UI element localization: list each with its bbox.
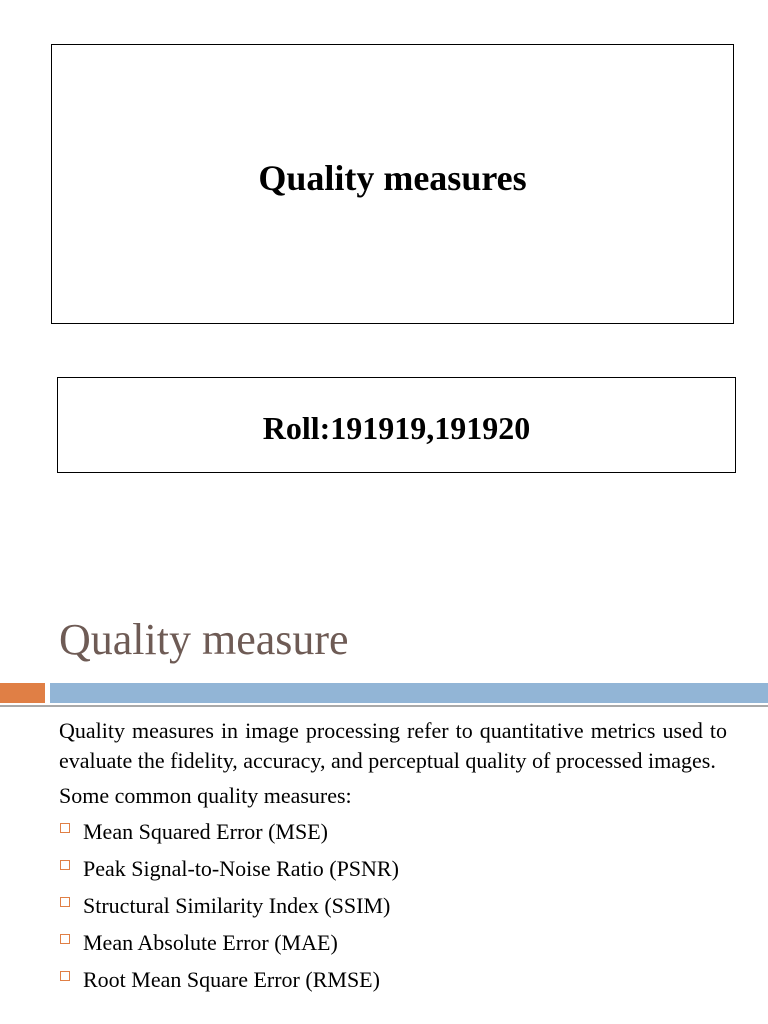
square-bullet-icon: [60, 897, 70, 907]
accent-bar-blue: [50, 683, 768, 703]
list-item-label: Peak Signal-to-Noise Ratio (PSNR): [83, 855, 399, 881]
list-item-label: Mean Absolute Error (MAE): [83, 929, 338, 955]
list-item: [59, 887, 727, 924]
measures-list: [59, 813, 727, 998]
list-item: [59, 924, 727, 961]
roll-box: [57, 377, 736, 473]
intro-paragraph: Quality measures in image processing refer to quantitative metrics used to evaluate the fidelity, accuracy, and perceptual quality of processed images.: [59, 718, 727, 773]
accent-bar-orange: [0, 683, 45, 703]
list-lead: Some common quality measures:: [59, 783, 352, 808]
list-item-label: Mean Squared Error (MSE): [83, 818, 328, 844]
list-item: [59, 813, 727, 850]
list-item: [59, 961, 727, 998]
square-bullet-icon: [60, 823, 70, 833]
divider-line: [0, 705, 768, 707]
square-bullet-icon: [60, 971, 70, 981]
list-item-label: Structural Similarity Index (SSIM): [83, 892, 391, 918]
square-bullet-icon: [60, 934, 70, 944]
roll-numbers: Roll:191919,191920: [262, 409, 531, 446]
list-item-label: Root Mean Square Error (RMSE): [83, 966, 380, 992]
slide-title: Quality measure: [59, 615, 349, 664]
slide-body: [59, 716, 727, 998]
title-slide-box: [51, 44, 734, 324]
square-bullet-icon: [60, 860, 70, 870]
list-item: [59, 850, 727, 887]
title-slide-heading: Quality measures: [258, 158, 527, 198]
